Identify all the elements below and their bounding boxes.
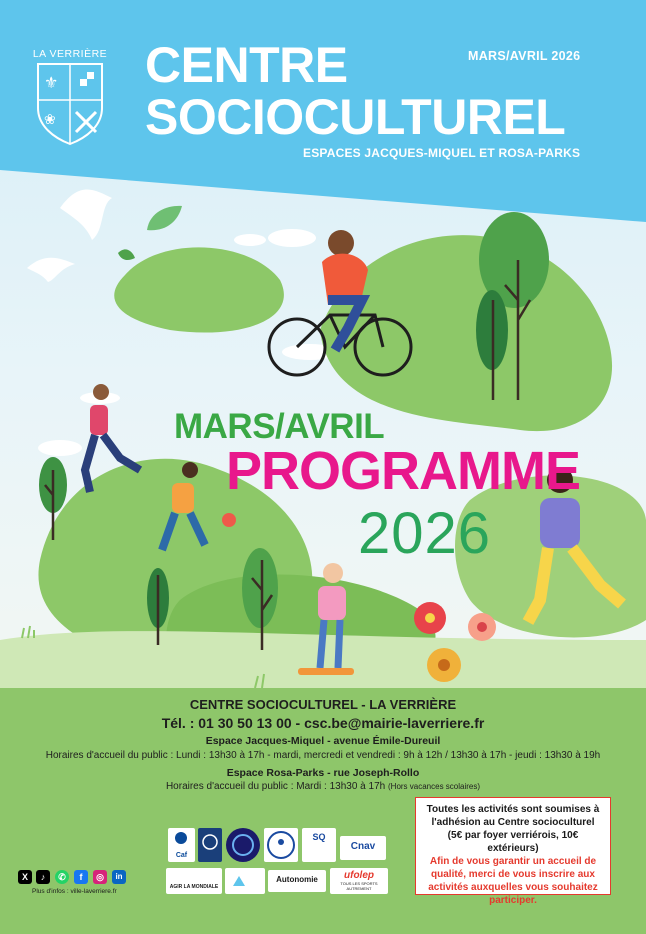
facebook-icon[interactable]: f bbox=[74, 870, 88, 884]
svg-text:⚜: ⚜ bbox=[44, 73, 59, 92]
runners-icon bbox=[264, 828, 298, 862]
partner-logo-2 bbox=[198, 828, 222, 862]
tiktok-icon[interactable]: ♪ bbox=[36, 870, 50, 884]
leaf bbox=[118, 249, 135, 260]
header-date: MARS/AVRIL 2026 bbox=[468, 49, 581, 63]
partner-logo-8 bbox=[225, 868, 265, 894]
footer-espace-2: Espace Rosa-Parks - rue Joseph-Rollo bbox=[226, 767, 420, 779]
footer-contact: Tél. : 01 30 50 13 00 - csc.be@mairie-laverriere.fr bbox=[161, 715, 485, 731]
instagram-icon[interactable]: ◎ bbox=[93, 870, 107, 884]
header-subtitle: ESPACES JACQUES-MIQUEL ET ROSA-PARKS bbox=[303, 146, 581, 160]
title-line-2: SOCIOCULTUREL bbox=[145, 89, 566, 145]
autonomie-logo: Autonomie bbox=[268, 870, 326, 892]
footer-org: CENTRE SOCIOCULTUREL - LA VERRIÈRE bbox=[189, 697, 457, 712]
whatsapp-icon[interactable]: ✆ bbox=[55, 870, 69, 884]
title-line-1: CENTRE bbox=[145, 37, 348, 93]
notice-registration-text: Afin de vous garantir un accueil de qualité, merci de vous inscrire aux activités auxquelles vous souhaitez participer. bbox=[428, 856, 598, 906]
partner-emblem-icon bbox=[198, 828, 222, 862]
partner-logo-3 bbox=[226, 828, 260, 862]
notice-membership-text: Toutes les activités sont soumises à l'adhésion au Centre socioculturel (5€ par foyer verriérois, 10€ extérieurs) bbox=[426, 804, 600, 854]
ufolep-logo: ufolep TOUS LES SPORTS AUTREMENT bbox=[330, 868, 388, 894]
caf-emblem-icon bbox=[168, 828, 195, 850]
program-year: 2026 bbox=[358, 501, 492, 566]
program-month: MARS/AVRIL bbox=[174, 407, 385, 446]
partner-circle-icon bbox=[226, 828, 260, 862]
header bbox=[0, 0, 646, 220]
partner-logo-4 bbox=[264, 828, 298, 862]
linkedin-icon[interactable]: in bbox=[112, 870, 126, 884]
sq-logo: SQ bbox=[302, 828, 336, 862]
agir-logo: AGIR LA MONDIALE bbox=[166, 868, 222, 894]
plus-info[interactable]: Plus d'infos : ville-laverriere.fr bbox=[32, 888, 117, 895]
footer-hours-2 bbox=[0, 781, 646, 792]
svg-text:❀: ❀ bbox=[44, 112, 56, 128]
logo-text: LA VERRIÈRE bbox=[32, 48, 108, 60]
footer-hours-1: Horaires d'accueil du public : Lundi : 13h30 à 17h - mardi, mercredi et vendredi : 9h à 12h / 13h30 à 17h - jeudi : 13h30 à 19h bbox=[45, 750, 601, 761]
town-logo bbox=[30, 48, 110, 148]
hill-top-left bbox=[114, 247, 284, 332]
footer-hours-2-note: (Hors vacances scolaires) bbox=[388, 782, 481, 791]
footer-hours-2-main: Horaires d'accueil du public : Mardi : 13h30 à 17h bbox=[165, 781, 386, 792]
membership-notice bbox=[415, 797, 611, 906]
partner-mark-icon bbox=[225, 868, 265, 894]
coat-of-arms-icon bbox=[30, 60, 110, 150]
caf-logo: Caf bbox=[168, 828, 195, 862]
cnav-logo: Cnav bbox=[340, 836, 386, 860]
footer-espace-1: Espace Jacques-Miquel - avenue Émile-Dureuil bbox=[205, 735, 441, 747]
program-title: PROGRAMME bbox=[226, 441, 580, 501]
x-icon[interactable]: X bbox=[18, 870, 32, 884]
